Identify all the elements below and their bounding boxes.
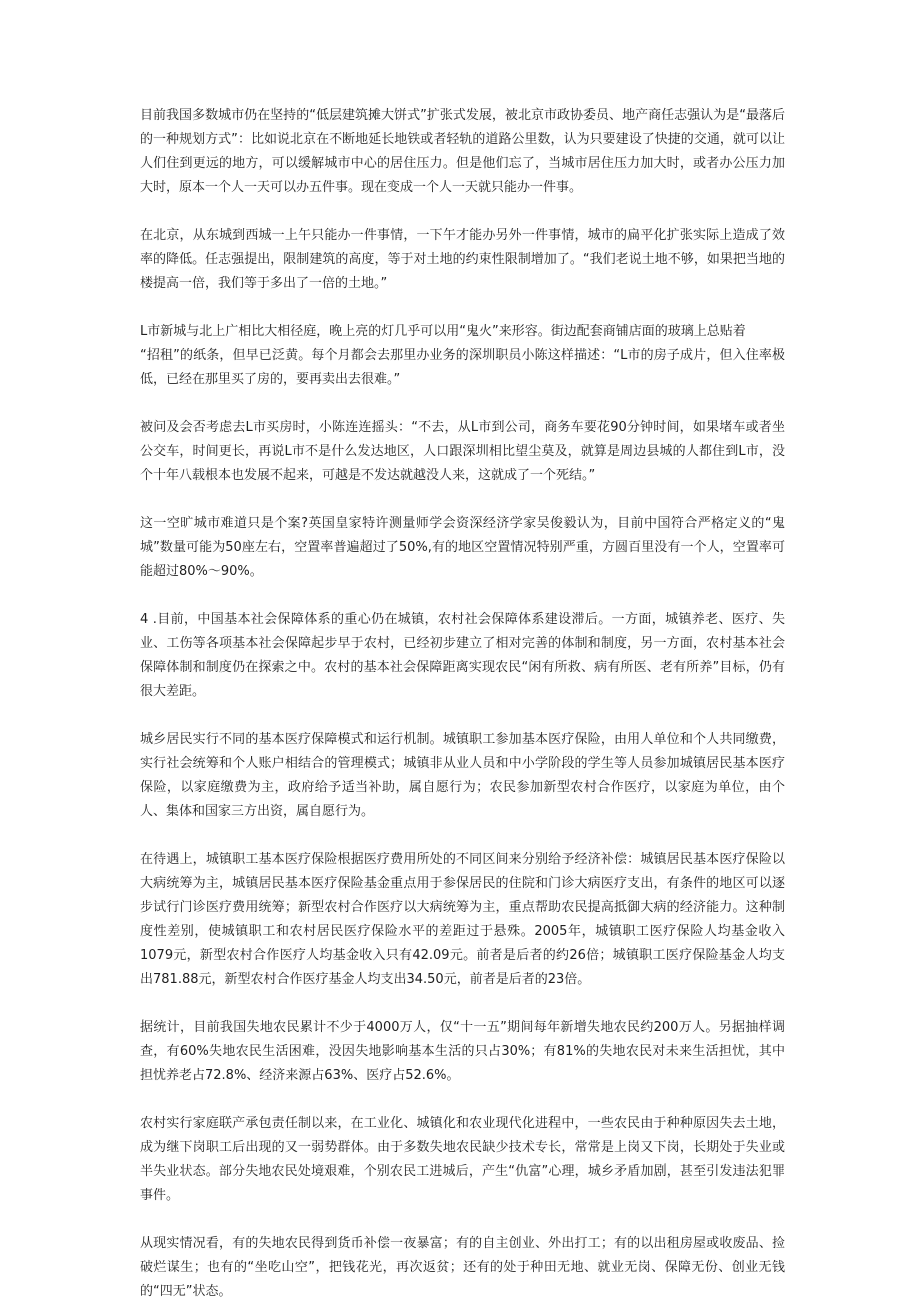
paragraph-beijing-efficiency: 在北京，从东城到西城一上午只能办一件事情，一下午才能办另外一件事情，城市的扁平化扩张实际上造成了效率的降低。任志强提出，限制建筑的高度，等于对土地的约束性限制增加了。“我们老说土地不够，如果把当地的楼提高一倍，我们等于多出了一倍的土地。” [140,228,785,291]
document-body [140,104,785,1304]
paragraph-xiaochen-quote: 被问及会否考虑去L市买房时，小陈连连摇头：“不去，从L市到公司，商务车要花90分钟时间，如果堵车或者坐公交车，时间更长，再说L市不是什么发达地区，人口跟深圳相比望尘莫及，就算是周边县城的人都住到L市，没个十年八载根本也发展不起来，可越是不发达就越没人来，这就成了一个死结。” [140,420,785,483]
paragraph-current-situation: 从现实情况看，有的失地农民得到货币补偿一夜暴富；有的自主创业、外出打工；有的以出租房屋或收废品、捡破烂谋生；也有的“坐吃山空”，把钱花光，再次返贫；还有的处于种田无地、就业无岗、保障无份、创业无钱的“四无”状态。 [140,1236,785,1299]
paragraph-social-security: 4 .目前，中国基本社会保障体系的重心仍在城镇，农村社会保障体系建设滞后。一方面，城镇养老、医疗、失业、工伤等各项基本社会保障起步早于农村，已经初步建立了相对完善的体制和制度，另一方面，农村基本社会保障体制和制度仍在探索之中。农村的基本社会保障距离实现农民“闲有所救、病有所医、老有所养”目标，仍有很大差距。 [140,612,785,699]
paragraph-medical-insurance-models: 城乡居民实行不同的基本医疗保障模式和运行机制。城镇职工参加基本医疗保险，由用人单位和个人共同缴费，实行社会统筹和个人账户相结合的管理模式；城镇非从业人员和中小学阶段的学生等人员参加城镇居民基本医疗保险，以家庭缴费为主，政府给予适当补助，属自愿行为；农民参加新型农村合作医疗，以家庭为单位，由个人、集体和国家三方出资，属自愿行为。 [140,732,785,819]
paragraph-urban-sprawl: 目前我国多数城市仍在坚持的“低层建筑摊大饼式”扩张式发展，被北京市政协委员、地产商任志强认为是“最落后的一种规划方式”：比如说北京在不断地延长地铁或者轻轨的道路公里数，认为只要建设了快捷的交通，就可以让人们住到更远的地方，可以缓解城市中心的居住压力。但是他们忘了，当城市居住压力加大时，或者办公压力加大时，原本一个人一天可以办五件事。现在变成一个人一天就只能办一件事。 [140,108,785,195]
paragraph-medical-benefits: 在待遇上，城镇职工基本医疗保险根据医疗费用所处的不同区间来分别给予经济补偿：城镇居民基本医疗保险以大病统筹为主，城镇居民基本医疗保险基金重点用于参保居民的住院和门诊大病医疗支出，有条件的地区可以逐步试行门诊医疗费用统筹；新型农村合作医疗以大病统筹为主，重点帮助农民提高抵御大病的经济能力。这种制度性差别，使城镇职工和农村居民医疗保险水平的差距过于悬殊。2005年，城镇职工医疗保险人均基金收入1079元，新型农村合作医疗人均基金收入只有42.09元。前者是后者的约26倍；城镇职工医疗保险基金人均支出781.88元，新型农村合作医疗基金人均支出34.50元，前者是后者的23倍。 [140,852,785,987]
paragraph-landless-farmers-stats: 据统计，目前我国失地农民累计不少于4000万人，仅“十一五”期间每年新增失地农民约200万人。另据抽样调查，有60%失地农民生活困难，没因失地影响基本生活的只占30%；有81%的失地农民对未来生活担忧，其中担忧养老占72.8%、经济来源占63%、医疗占52.6%。 [140,1020,785,1083]
paragraph-l-city-new-town: L市新城与北上广相比大相径庭，晚上亮的灯几乎可以用“鬼火”来形容。街边配套商铺店面的玻璃上总贴着 “招租”的纸条，但早已泛黄。每个月都会去那里办业务的深圳职员小陈这样描述：“L市的房子成片，但入住率极低，已经在那里买了房的，要再卖出去很难。” [140,324,785,387]
paragraph-landless-farmers-group: 农村实行家庭联产承包责任制以来，在工业化、城镇化和农业现代化进程中，一些农民由于种种原因失去土地，成为继下岗职工后出现的又一弱势群体。由于多数失地农民缺少技术专长，常常是上岗又下岗，长期处于失业或半失业状态。部分失地农民处境艰难，个别农民工进城后，产生“仇富”心理，城乡矛盾加剧，甚至引发违法犯罪事件。 [140,1116,785,1203]
paragraph-ghost-cities: 这一空旷城市难道只是个案?英国皇家特许测量师学会资深经济学家吴俊毅认为，目前中国符合严格定义的“鬼城”数量可能为50座左右，空置率普遍超过了50%,有的地区空置情况特别严重，方圆百里没有一个人，空置率可能超过80%〜90%。 [140,516,785,579]
